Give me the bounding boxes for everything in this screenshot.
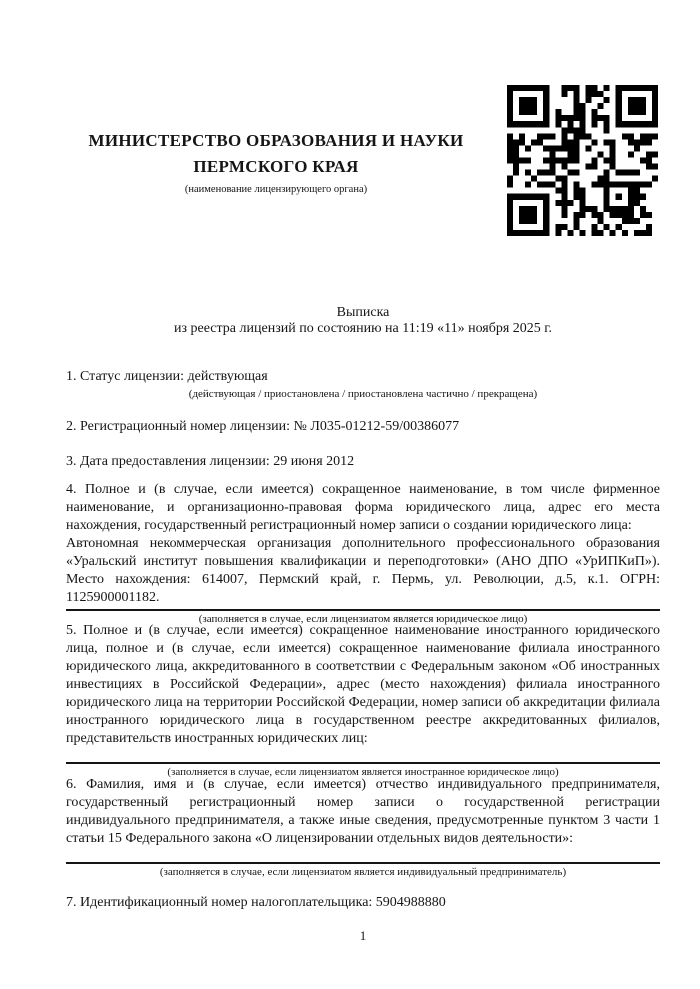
document-title-line2: из реестра лицензий по состоянию на 11:19 «11» ноября 2025 г.	[174, 321, 552, 336]
item-legal-entity-value: Автономная некоммерческая организация дополнительного профессионального образования «Уральский институт повышения квалификации и переподготовки» (АНО ДПО «УрИПКиП»). Место нахождения: 614007, Пермский край, г. Пермь, ул. Революции, д.5, к.1. ОГРН: 1125900001182.	[66, 536, 660, 605]
item-entrepreneur-label: 6. Фамилия, имя и (в случае, если имеется) отчество индивидуального предпринимателя, государственный регистрационный номер записи о государственной регистрации индивидуального предпринимателя, а также иные сведения, предусмотренные пунктом 3 части 1 статьи 15 Федерального закона «О лицензировании отдельных видов деятельности»:	[66, 777, 660, 846]
item-registration-number: 2. Регистрационный номер лицензии: № Л035-01212-59/00386077	[66, 419, 460, 434]
fill-line-legal-entity	[66, 609, 660, 611]
page-number: 1	[359, 928, 367, 943]
item-legal-entity-label: 4. Полное и (в случае, если имеется) сокращенное наименование, в том числе фирменное наименование, и организационно-правовая форма юридического лица, адрес его места нахождения, государственный регистрационный номер записи о создании юридического лица:	[66, 482, 660, 533]
licensing-authority-header	[60, 128, 492, 196]
document-title-line1: Выписка	[336, 305, 390, 320]
item-license-status: 1. Статус лицензии: действующая	[66, 369, 268, 384]
ministry-name-line2: ПЕРМСКОГО КРАЯ	[193, 157, 359, 176]
ministry-caption: (наименование лицензирующего органа)	[184, 184, 368, 195]
note-legal-entity: (заполняется в случае, если лицензиатом является юридическое лицо)	[198, 613, 528, 625]
fill-line-foreign-entity	[66, 762, 660, 764]
qr-code-icon	[507, 85, 658, 236]
item-foreign-entity-label: 5. Полное и (в случае, если имеется) сокращенное наименование иностранного юридического лица, полное и (в случае, если имеется) сокращенное наименование филиала иностранного юридического лица, аккредитованного в соответствии с Федеральным законом «Об иностранных инвестициях в Российской Федерации», адрес (место нахождения) филиала иностранного юридического лица на территории Российской Федерации, номер записи об аккредитации филиала иностранного юридического лица в государственном реестре аккредитованных филиалов, представительств иностранных юридических лиц:	[66, 623, 660, 746]
item-legal-entity-section	[66, 481, 660, 626]
ministry-name-line1: МИНИСТЕРСТВО ОБРАЗОВАНИЯ И НАУКИ	[88, 131, 464, 150]
item-foreign-entity-section	[66, 622, 660, 779]
item-license-date: 3. Дата предоставления лицензии: 29 июня 2012	[66, 454, 355, 469]
document-title	[66, 305, 660, 337]
fill-line-entrepreneur	[66, 862, 660, 864]
qr-code-svg	[507, 85, 658, 236]
item-license-status-options-note: (действующая / приостановлена / приостановлена частично / прекращена)	[188, 388, 538, 400]
note-foreign-entity: (заполняется в случае, если лицензиатом является иностранное юридическое лицо)	[167, 766, 559, 778]
item-entrepreneur-section	[66, 776, 660, 879]
item-taxpayer-number: 7. Идентификационный номер налогоплательщика: 5904988880	[66, 895, 446, 910]
note-entrepreneur: (заполняется в случае, если лицензиатом является индивидуальный предприниматель)	[159, 866, 567, 878]
